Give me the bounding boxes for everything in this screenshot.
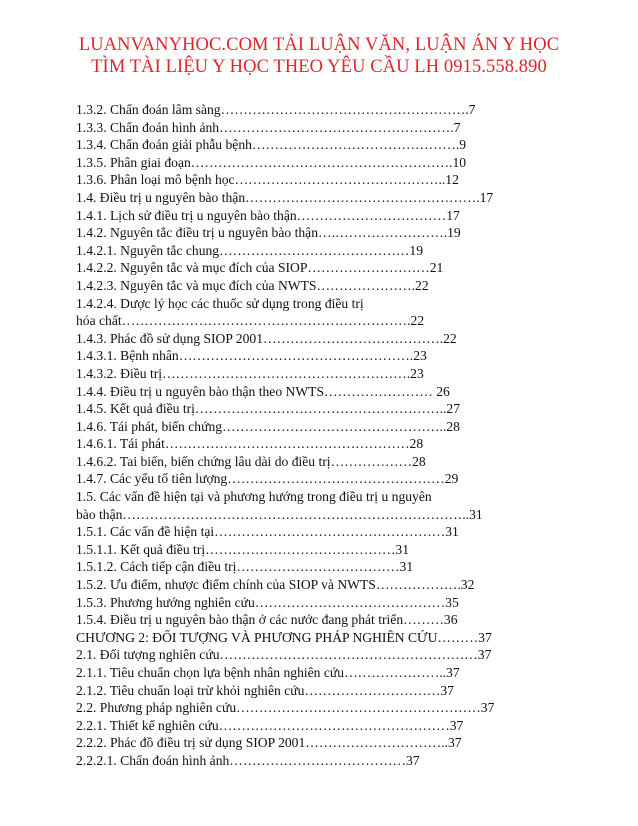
toc-entry: 1.4.3.2. Điều trị……………………………………………….23 [76,365,424,381]
header-line-1: LUANVANYHOC.COM TẢI LUẬN VĂN, LUẬN ÁN Y HỌC [78,35,560,55]
toc-entry: 1.4.4. Điều trị u nguyên bào thận theo NWTS…………………… 26 [76,383,450,399]
toc-entry: 1.3.4. Chẩn đoán giải phẫu bệnh……………………………………….9 [76,137,467,153]
toc-entry: 1.4.6. Tái phát, biến chứng…………………………………………..28 [76,418,460,434]
toc-entry: 2.2. Phương pháp nghiên cứu………………………………………………37 [76,700,495,716]
toc-entry: 1.4. Điều trị u nguyên bào thận…………………………………………….17 [76,189,494,205]
toc-entry: CHƯƠNG 2: ĐỐI TƯỢNG VÀ PHƯƠNG PHÁP NGHIÊN CỨU………37 [76,629,492,645]
toc-entry: 1.5.2. Ưu điểm, nhược điểm chính của SIOP và NWTS……………….32 [76,577,475,593]
toc-entry: 1.5.1.2. Cách tiếp cận điều trị………………………………31 [76,559,414,575]
toc-entry: 1.4.1. Lịch sử điều trị u nguyên bào thận……………………………17 [76,207,460,223]
toc-entry: bào thận…………………………………………………………………..31 [76,506,483,522]
toc-entry: 1.4.2. Nguyên tắc điều trị u nguyên bào thận….…………………….19 [76,225,461,241]
toc-entry: 1.3.6. Phân loại mô bệnh học………………………………………..12 [76,172,459,188]
toc-entry: 1.5. Các vấn đề hiện tại và phương hướng trong điều trị u nguyên [76,489,432,505]
toc-entry: 2.1.2. Tiêu chuẩn loại trừ khỏi nghiên cứu…………………………37 [76,682,454,698]
toc-entry: 1.5.4. Điều trị u nguyên bào thận ở các nước đang phát triển………36 [76,612,458,628]
toc-entry: 1.4.6.1. Tái phát………………………………………………28 [76,436,424,452]
toc-entry: 1.3.5. Phân giai đoạn………………………………………………….10 [76,154,467,170]
toc-entry: 1.5.1. Các vấn đề hiện tại……………………………………………31 [76,524,459,540]
toc-entry: 1.4.2.2. Nguyên tắc và mục đích của SIOP………………………21 [76,260,444,276]
toc-entry: 1.3.2. Chẩn đoán lâm sàng……………………………………………….7 [76,102,476,117]
toc-entry: 2.2.1. Thiết kế nghiên cứu……………………………………………37 [76,717,464,733]
toc-entry: 1.5.1.1. Kết quả điều trị……………………………………31 [76,541,410,557]
toc-entry: hóa chất……………………………………………………….22 [76,313,425,329]
page-header [0,34,638,78]
table-of-contents [76,101,596,770]
toc-entry: 1.4.2.3. Nguyên tắc và mục đích của NWTS………………….22 [76,277,429,293]
toc-entry: 2.1. Đối tượng nghiên cứu…………………………………………………37 [76,647,492,663]
toc-entry: 1.4.6.2. Tai biến, biến chứng lâu dài do điều trị………………28 [76,453,426,469]
toc-entry: 1.4.7. Các yếu tố tiên lượng…………………………………………29 [76,471,459,487]
toc-entry: 2.2.2. Phác đồ điều trị sử dụng SIOP 2001…………………………..37 [76,735,462,751]
toc-entry: 2.2.2.1. Chẩn đoán hình ảnh…………………………………37 [76,752,420,768]
toc-entry: 1.4.5. Kết quả điều trị………………………………………………..27 [76,401,460,417]
toc-entry: 1.3.3. Chẩn đoán hình ảnh…………………………………………….7 [76,119,461,135]
header-line-2: TÌM TÀI LIỆU Y HỌC THEO YÊU CẦU LH 0915.558.890 [91,57,547,77]
toc-entry: 1.4.2.4. Dược lý học các thuốc sử dụng trong điều trị [76,295,364,311]
toc-entry: 2.1.1. Tiêu chuẩn chọn lựa bệnh nhân nghiên cứu…………………..37 [76,665,460,680]
toc-entry: 1.4.2.1. Nguyên tắc chung……………………………………19 [76,242,423,258]
toc-entry: 1.4.3. Phác đồ sử dụng SIOP 2001………………………………….22 [76,330,457,346]
toc-entry: 1.4.3.1. Bệnh nhân…………………………………………….23 [76,348,427,364]
toc-entry: 1.5.3. Phương hướng nghiên cứu……………………………………35 [76,594,459,610]
